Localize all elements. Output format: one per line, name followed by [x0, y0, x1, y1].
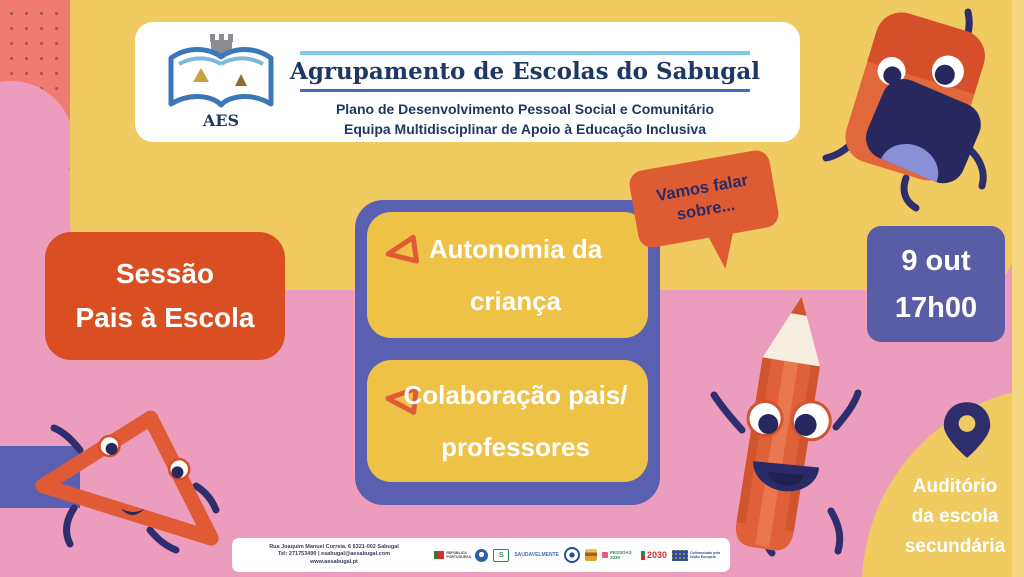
event-date: 9 out — [901, 245, 971, 277]
footer-contact-block — [240, 544, 428, 567]
topics-card — [355, 200, 660, 505]
location-line3: secundária — [904, 536, 1006, 557]
session-badge-line2: Pais à Escola — [75, 302, 255, 333]
divider-top — [300, 51, 750, 55]
speech-bubble-text: Vamos falar sobre... — [654, 171, 750, 224]
topic-label: Colaboração pais/ professores — [403, 380, 628, 462]
topic-box — [367, 360, 648, 482]
subtitle-plano: Plano de Desenvolvimento Pessoal Social e Comunitário — [335, 101, 715, 117]
aes-logo — [163, 30, 283, 134]
footer-logos — [428, 547, 730, 563]
aes-logo-text: AES — [202, 111, 240, 130]
footer-website: www.aesabugal.pt — [310, 558, 358, 565]
topic-label: Autonomia da criança — [428, 234, 603, 316]
header-text-block — [285, 22, 765, 142]
footer-address: Rua Joaquim Manuel Correia, 6 6321-002 Sabugal — [269, 543, 399, 550]
topic-box — [367, 212, 648, 338]
eu-cofunded-logo: Cofinanciado pela União Europeia — [672, 550, 722, 561]
session-badge-line1: Sessão — [115, 258, 215, 289]
triangle-character — [0, 398, 245, 577]
portugal-flag-icon — [434, 551, 444, 559]
location-text — [880, 472, 1024, 562]
header-card — [135, 22, 800, 142]
location-pin-icon — [941, 400, 993, 462]
subtitle-equipa: Equipa Multidisciplinar de Apoio à Educação Inclusiva — [344, 121, 706, 137]
footer-bar — [232, 538, 730, 572]
eu-flag-icon — [672, 550, 688, 561]
books-emblem-logo — [585, 549, 597, 561]
location-line1: Auditório — [912, 476, 998, 497]
location-line2: da escola — [911, 506, 999, 527]
round-emblem-logo — [564, 547, 580, 563]
school-name: Agrupamento de Escolas do Sabugal — [289, 58, 761, 85]
portugal-2030-logo: 2030 — [641, 550, 667, 560]
portugal-2030-icon — [641, 551, 645, 560]
square-monster-character — [818, 2, 1013, 212]
saudavelmente-logo: SAUDAVELMENTE — [514, 552, 559, 558]
divider-bottom — [300, 89, 750, 92]
municipio-crest-logo — [475, 549, 488, 562]
pessoas-2030-icon — [602, 552, 608, 558]
session-badge — [45, 232, 285, 360]
pencil-character — [688, 283, 873, 577]
pessoas-2030-logo: PESSOAS 2030 — [602, 550, 636, 560]
event-time: 17h00 — [894, 292, 978, 324]
footer-contacts: Tel: 271753490 | esabugal@aesabugal.com — [278, 551, 390, 558]
datetime-badge — [867, 226, 1005, 342]
republica-portuguesa-logo: REPÚBLICA PORTUGUESA — [434, 551, 470, 559]
selo-verde-logo: S — [493, 549, 509, 562]
